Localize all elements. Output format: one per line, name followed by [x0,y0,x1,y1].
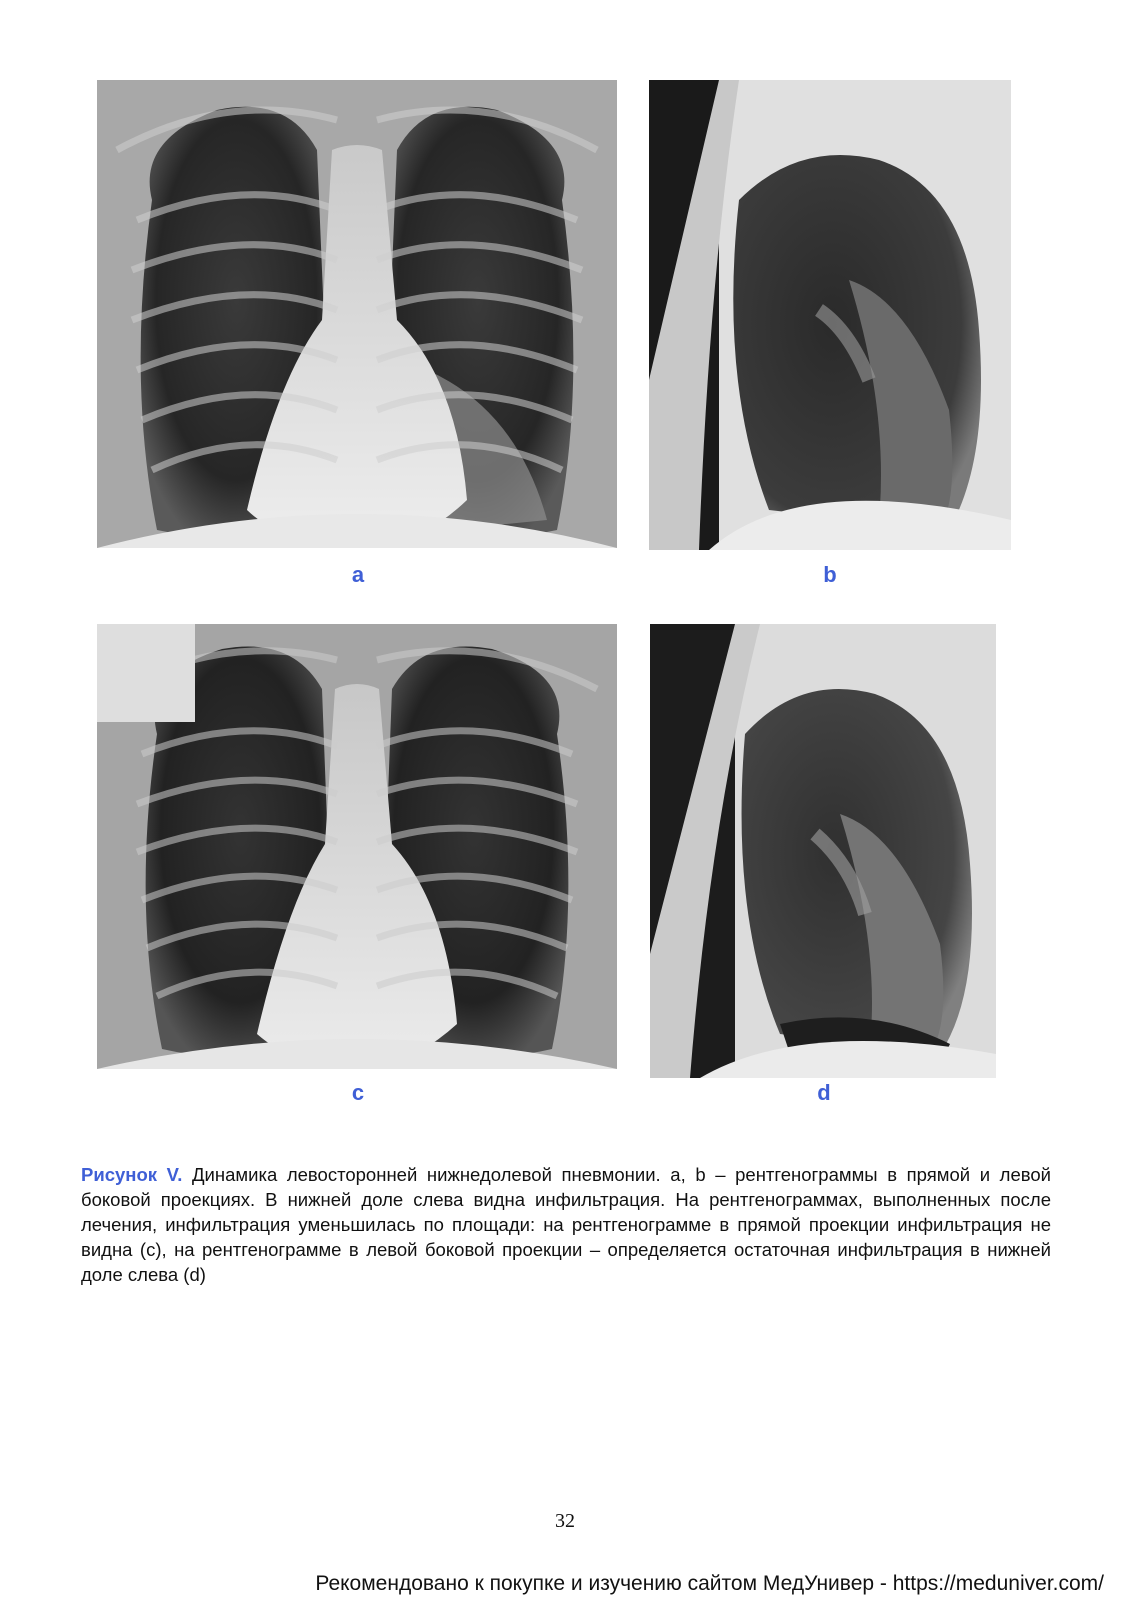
caption-text: Динамика левосторонней нижнедолевой пневмонии. a, b – рентгенограммы в прямой и левой боковой проекциях. В нижней доле слева видна инфильтрация. На рентгенограммах, выполненных после лечения, инфильтрация уменьшилась по площади: на рентгенограмме в прямой проекции инфильтрация не видна (c), на рентгенограмме в левой боковой проекции – определяется остаточная инфильтрация в нижней доле слева (d) [81,1164,1051,1285]
page-number: 32 [555,1510,575,1532]
footer-recommendation: Рекомендовано к покупке и изучению сайтом МедУнивер - https://meduniver.com/ [315,1572,1104,1595]
panel-label-c: c [351,1080,365,1105]
chest-xray-lateral-image-b [649,80,1011,550]
chest-xray-frontal-image-c [97,624,617,1069]
caption-lead: Рисунок V. [81,1164,183,1185]
xray-panel-a [97,80,617,548]
figure-caption [81,1162,1051,1287]
xray-panel-d [650,624,996,1078]
panel-label-a: a [351,562,365,587]
panel-label-b: b [823,562,837,587]
chest-xray-lateral-image-d [650,624,996,1078]
xray-panel-c [97,624,617,1069]
panel-label-d: d [817,1080,831,1105]
xray-panel-b [649,80,1011,550]
chest-xray-frontal-image-a [97,80,617,548]
